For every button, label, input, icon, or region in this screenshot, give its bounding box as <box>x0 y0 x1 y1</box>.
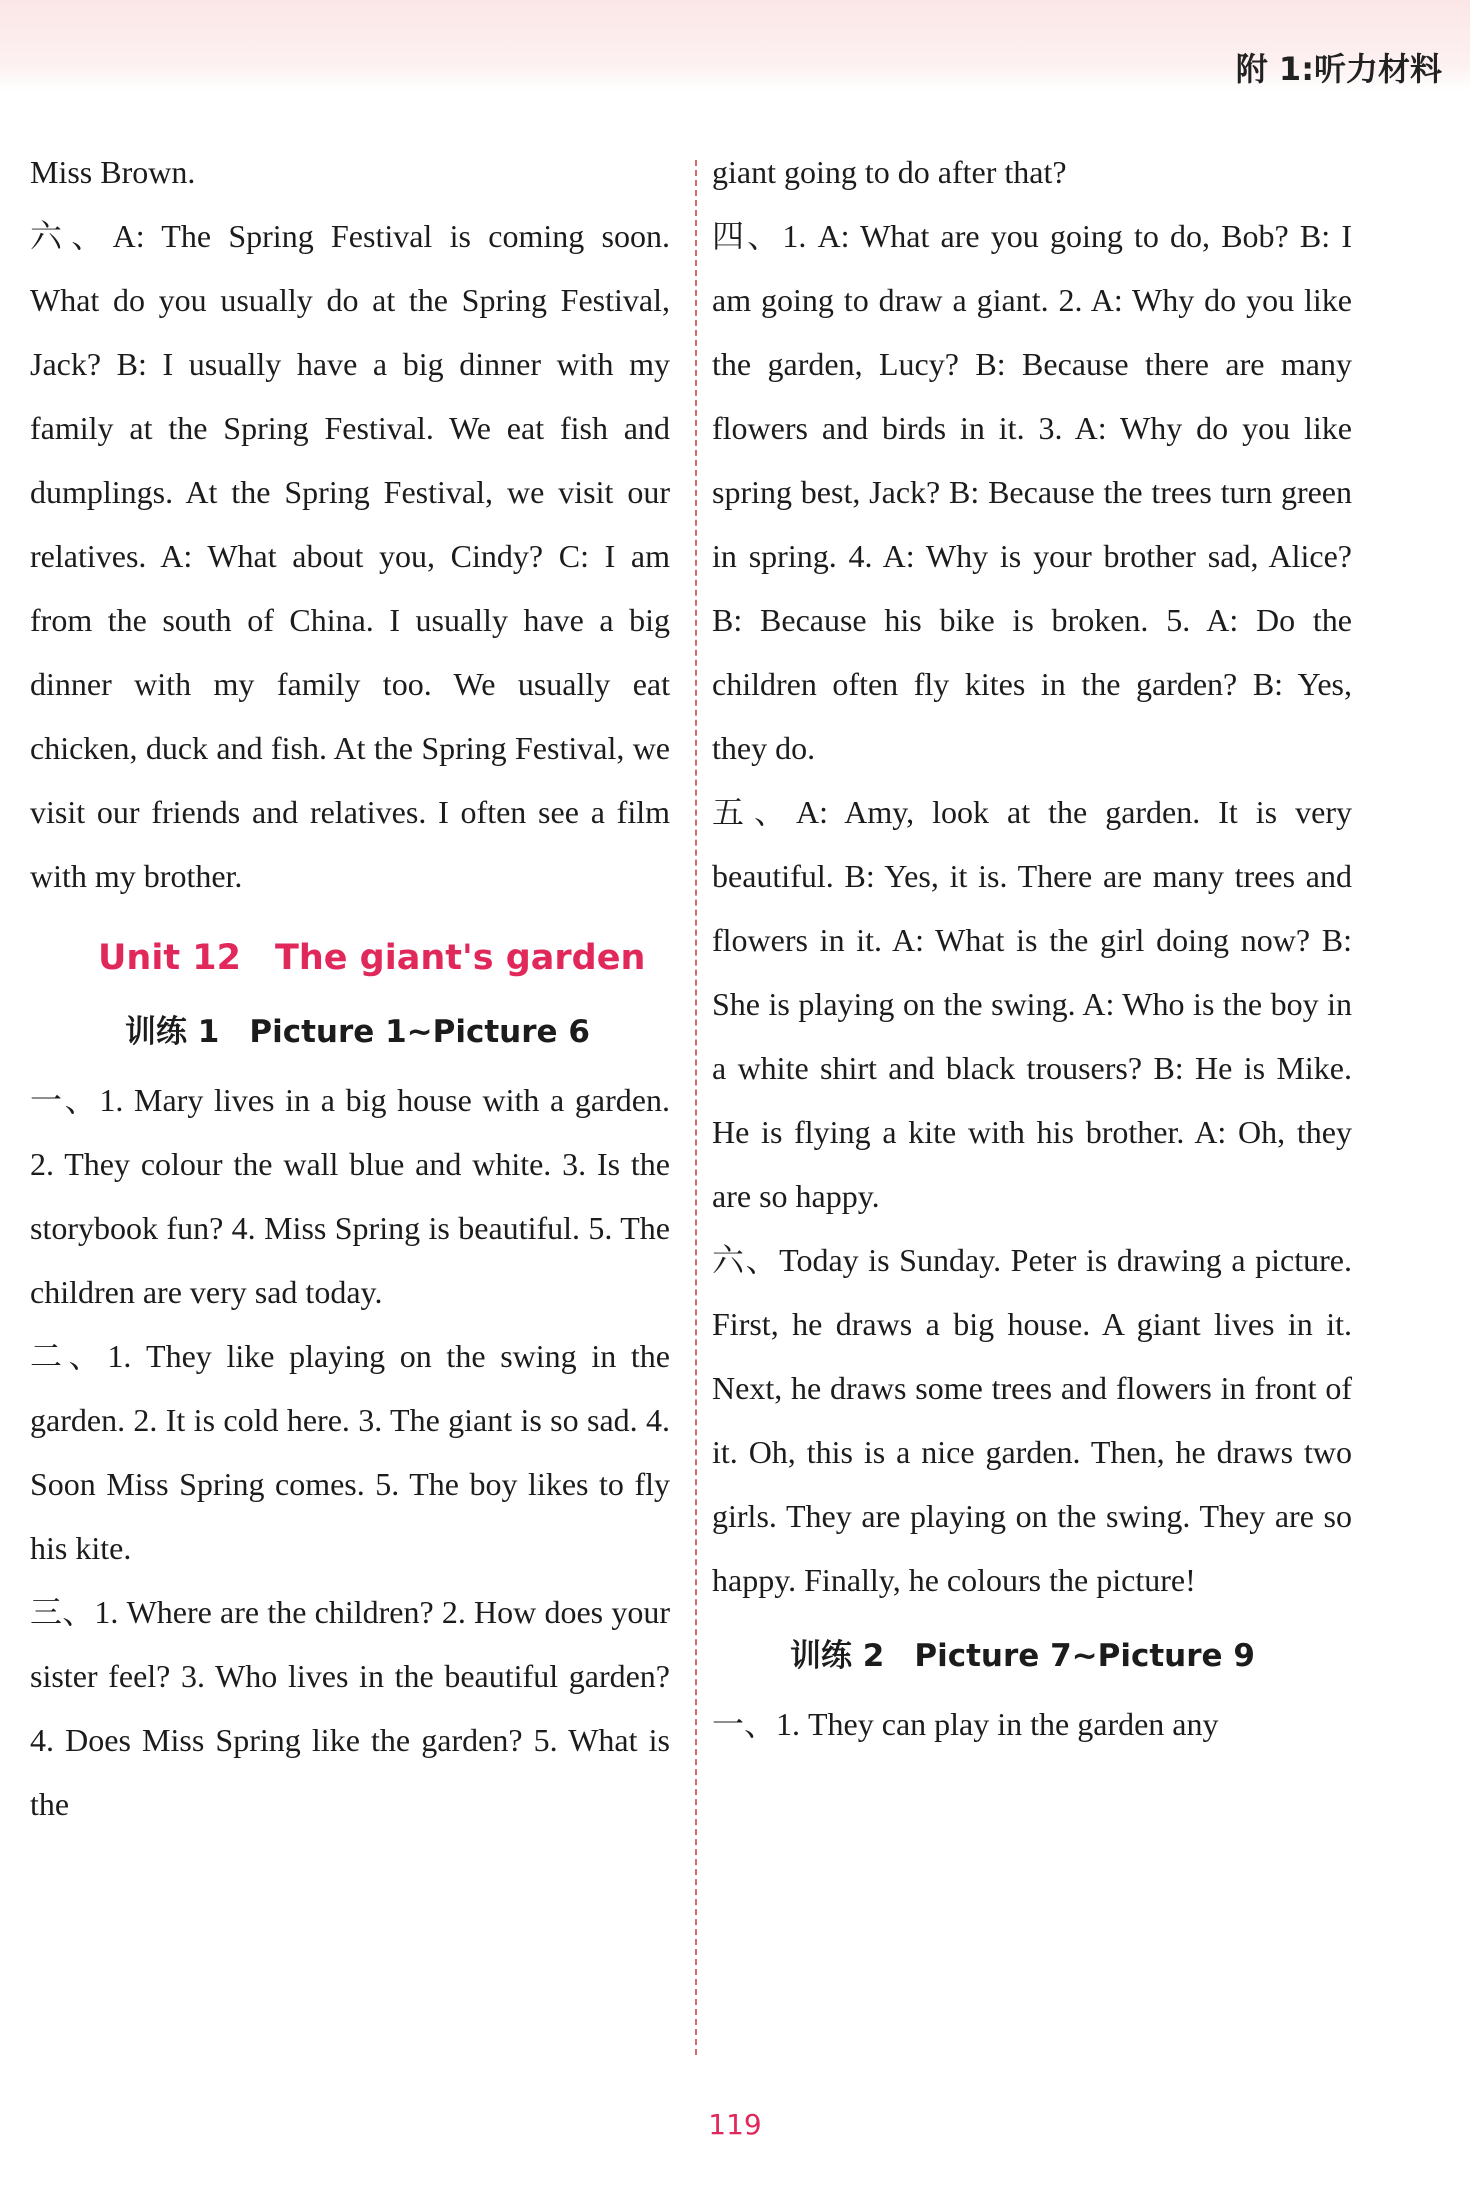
paragraph: 四、1. A: What are you going to do, Bob? B: I am going to draw a giant. 2. A: Why do you like the garden, Lucy? B: Because there are many flowers and birds in it. 3. A: Why do you like spring best, Jack? B: Because the trees turn green in spring. 4. A: Why is your brother sad, Alice? B: Because his bike is broken. 5. A: Do the children often fly kites in the garden? B: Yes, they do. <box>712 218 1352 766</box>
paragraph: 二、1. They like playing on the swing in the garden. 2. It is cold here. 3. The giant is so sad. 4. Soon Miss Spring comes. 5. The boy likes to fly his kite. <box>30 1338 670 1566</box>
paragraph: 一、1. They can play in the garden any <box>712 1706 1219 1742</box>
paragraph: 六、Today is Sunday. Peter is drawing a picture. First, he draws a big house. A giant lives in it. Next, he draws some trees and flowers in front of it. Oh, this is a nice garden. Then, he draws two girls. They are playing on the swing. They are so happy. Finally, he colours the picture! <box>712 1242 1352 1598</box>
paragraph: Miss Brown. <box>30 154 196 190</box>
section-title: Picture 1~Picture 6 <box>249 1014 590 1050</box>
paragraph: 六、A: The Spring Festival is coming soon. What do you usually do at the Spring Festival, Jack? B: I usually have a big dinner with my family at the Spring Festival. We eat fish and dumplings. At the Spring Festival, we visit our relatives. A: What about you, Cindy? C: I am from the south of China. I usually have a big dinner with my family too. We usually eat chicken, duck and fish. At the Spring Festival, we visit our friends and relatives. I often see a film with my brother. <box>30 218 670 894</box>
unit-title: The giant's garden <box>274 938 646 978</box>
paragraph: 五、A: Amy, look at the garden. It is very beautiful. B: Yes, it is. There are many trees and flowers in it. A: What is the girl doing now? B: She is playing on the swing. A: Who is the boy in a white shirt and black trousers? B: He is Mike. He is flying a kite with his brother. A: Oh, they are so happy. <box>712 794 1352 1214</box>
paragraph: 三、1. Where are the children? 2. How does your sister feel? 3. Who lives in the beautiful garden? 4. Does Miss Spring like the garden? 5. What is the <box>30 1594 670 1822</box>
section-label: 训练 1 <box>125 1014 220 1050</box>
unit-label: Unit 12 <box>98 938 241 978</box>
section-label: 训练 2 <box>790 1638 885 1674</box>
section-title: Picture 7~Picture 9 <box>914 1638 1255 1674</box>
page-number: 119 <box>708 2108 762 2141</box>
column-divider <box>695 160 697 2055</box>
section-heading <box>790 1626 1352 1686</box>
section-heading <box>125 1002 670 1062</box>
right-column <box>712 140 1352 1756</box>
unit-heading <box>98 928 670 988</box>
left-column <box>30 140 670 1836</box>
header-title: 附 1:听力材料 <box>1235 50 1442 88</box>
paragraph: 一、1. Mary lives in a big house with a garden. 2. They colour the wall blue and white. 3. Is the storybook fun? 4. Miss Spring is beautiful. 5. The children are very sad today. <box>30 1082 670 1310</box>
paragraph: giant going to do after that? <box>712 154 1067 190</box>
